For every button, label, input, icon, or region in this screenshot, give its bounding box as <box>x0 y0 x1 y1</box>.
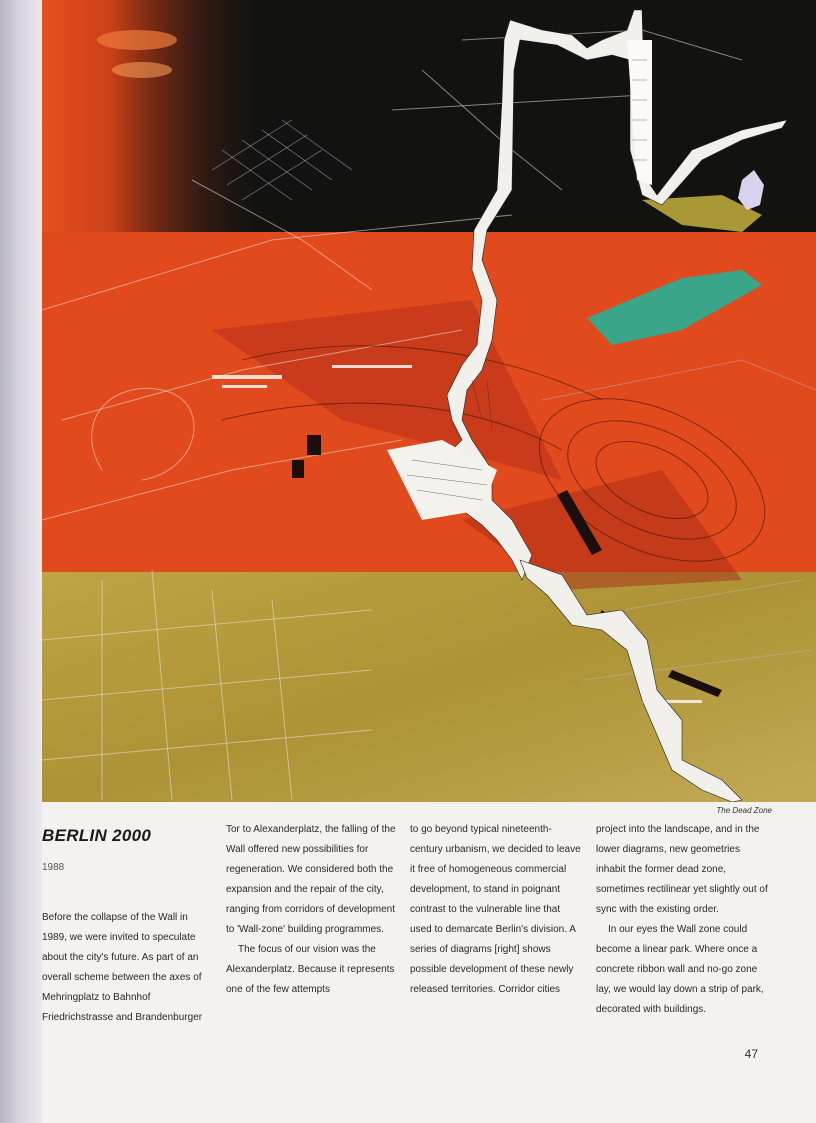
page-gutter <box>0 0 42 1123</box>
page-number: 47 <box>744 1047 758 1061</box>
text-column-4 <box>596 820 772 1020</box>
paragraph: to go beyond typical nineteenth-century urbanism, we decided to leave it free of homogeneous commercial development, to stand in poignant contrast to the vulnerable line that used to demarcate Berlin's division. A series of diagrams [right] shows possible development of these newly released territories. Corridor cities <box>410 824 581 995</box>
text-column-2 <box>226 820 398 1000</box>
image-caption: The Dead Zone <box>716 806 772 815</box>
text-column-1 <box>42 908 214 1028</box>
paragraph: project into the landscape, and in the lower diagrams, new geometries inhabit the former dead zone, sometimes rectilinear yet slightly out of sync with the existing order. <box>596 824 768 915</box>
text-column-3 <box>410 820 582 1000</box>
paragraph: Before the collapse of the Wall in 1989, we were invited to speculate about the city's future. As part of an overall scheme between the axes of Mehringplatz to Bahnhof Friedrichstrasse and Brandenburger <box>42 912 203 1023</box>
paragraph: The focus of our vision was the Alexanderplatz. Because it represents one of the few attempts <box>226 944 395 995</box>
painting-artwork <box>42 0 816 802</box>
article-year: 1988 <box>42 862 65 873</box>
article-title: BERLIN 2000 <box>42 826 152 845</box>
paragraph: Tor to Alexanderplatz, the falling of the Wall offered new possibilities for regeneration. We considered both the expansion and the repair of the city, ranging from corridors of development to 'Wall-zone' building programmes. <box>226 824 396 935</box>
paragraph: In our eyes the Wall zone could become a linear park. Where once a concrete ribbon wall and no-go zone lay, we would lay down a strip of park, decorated with buildings. <box>596 924 764 1015</box>
dead-zone-painting <box>42 0 816 802</box>
